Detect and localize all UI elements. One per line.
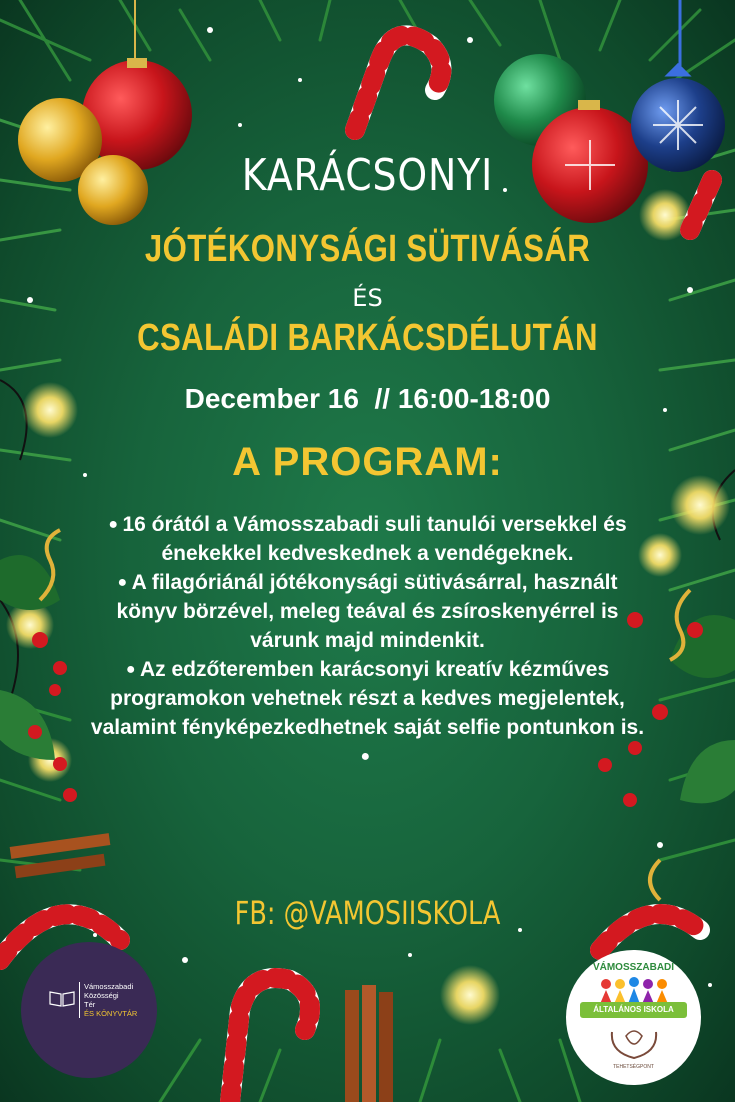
title-sutivasar: JÓTÉKONYSÁGI SÜTIVÁSÁR bbox=[144, 228, 591, 270]
school-logo-name: VÁMOSSZABADI bbox=[592, 962, 675, 973]
program-item: ● 16 órától a Vámosszabadi suli tanulói versekkel és énekekkel kedveskednek a vendégeknek. bbox=[90, 510, 645, 568]
school-logo-subtext: TEHETSÉGPONT bbox=[613, 1064, 654, 1070]
conjunction-es: ÉS bbox=[352, 284, 383, 312]
logo-left-line: ÉS KÖNYVTÁR bbox=[84, 1009, 138, 1018]
school-logo-band: ÁLTALÁNOS ISKOLA bbox=[580, 1002, 687, 1018]
book-icon bbox=[49, 990, 75, 1008]
school-logo bbox=[566, 950, 701, 1085]
title-karacsonyi: KARÁCSONYI bbox=[241, 150, 494, 201]
children-figures-icon bbox=[596, 976, 672, 1004]
event-date-time: December 16 // 16:00-18:00 bbox=[184, 383, 551, 414]
facebook-handle: FB: @VAMOSIISKOLA bbox=[234, 894, 501, 932]
hands-icon bbox=[606, 1022, 662, 1062]
community-library-text bbox=[79, 982, 137, 1018]
logo-left-line: Tér bbox=[84, 1000, 96, 1009]
program-heading: A PROGRAM: bbox=[232, 440, 503, 484]
program-item: ● Az edzőteremben karácsonyi kreatív kézműves programokon vehetnek részt a kedves megjelentek, valamint fényképezkedhetnek saját selfie pontunkon is. bbox=[90, 655, 645, 742]
program-item: ● A filagóriánál jótékonysági sütivásárral, használt könyv börzével, meleg teával és zsíroskenyérrel is várunk majd mindenkit. bbox=[90, 568, 645, 655]
title-barkacsdelutan: CSALÁDI BARKÁCSDÉLUTÁN bbox=[137, 317, 598, 359]
logo-left-line: Vámosszabadi bbox=[84, 982, 134, 991]
program-item bbox=[90, 742, 645, 771]
community-library-logo bbox=[21, 942, 157, 1078]
logo-left-line: Közösségi bbox=[84, 991, 119, 1000]
program-list bbox=[90, 510, 645, 771]
